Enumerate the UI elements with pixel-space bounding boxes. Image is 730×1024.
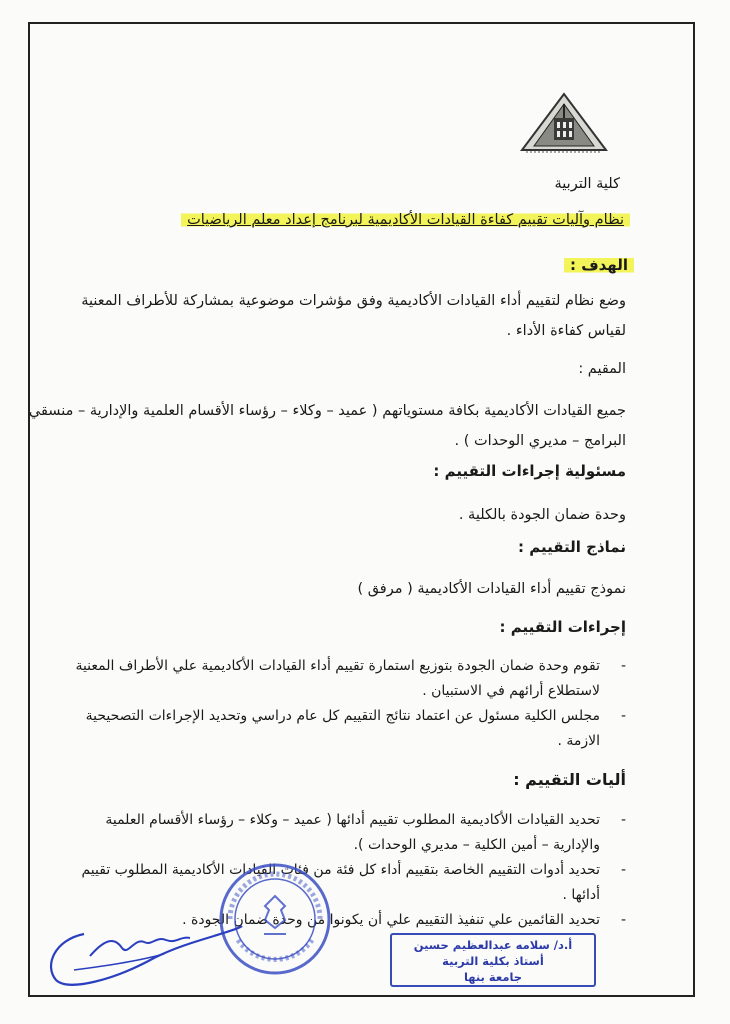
stamp-line-name: أ.د/ سلامه عبدالعظيم حسين xyxy=(413,938,573,952)
procedures-list xyxy=(56,654,626,754)
goal-text: وضع نظام لتقييم أداء القيادات الأكاديمية وفق مؤشرات موضوعية بمشاركة للأطراف المعنية لقياس كفاءة الأداء . xyxy=(81,293,626,339)
document-title-text: نظام وآليات تقييم كفاءة القيادات الأكاديمية لبرنامج إعداد معلم الرياضيات xyxy=(181,212,630,228)
college-name: كلية التربية xyxy=(554,176,620,192)
responsibility-text: وحدة ضمان الجودة بالكلية . xyxy=(458,507,626,523)
name-stamp xyxy=(390,933,596,987)
evaluated-heading: المقيم : xyxy=(578,361,626,377)
evaluated-text: جميع القيادات الأكاديمية بكافة مستوياتهم ( عميد – وكلاء – رؤساء الأقسام العلمية والإدارية – منسقي البرامج – مديري الوحدات ) . xyxy=(28,403,626,449)
models-heading: نماذج التقييم : xyxy=(518,538,626,556)
list-item: - تحديد القيادات الأكاديمية المطلوب تقييم أدائها ( عميد – وكلاء – رؤساء الأقسام العلمية والإدارية – أمين الكلية – مديري الوحدات ). xyxy=(56,808,626,858)
models-text: نموذج تقييم أداء القيادات الأكاديمية ( مرفق ) xyxy=(357,581,626,597)
goal-heading xyxy=(564,256,634,274)
stamp-line-university: جامعة بنها xyxy=(463,970,523,984)
stamp-line-title: أستاذ بكلية التربية xyxy=(442,954,544,968)
procedures-heading: إجراءات التقييم : xyxy=(499,618,626,636)
list-item: - تقوم وحدة ضمان الجودة بتوزيع استمارة تقييم أداء القيادات الأكاديمية علي الأطراف المعنية لاستطلاع أرائهم في الاستبيان . xyxy=(56,654,626,704)
list-item: - تحديد القائمين علي تنفيذ التقييم علي أن يكونوا من وحدة ضمان الجودة . xyxy=(56,908,626,933)
signature-icon xyxy=(44,896,244,996)
goal-heading-text: الهدف : xyxy=(564,256,634,274)
list-item: - تحديد أدوات التقييم الخاصة بتقييم أداء كل فئة من فئات القيادات الأكاديمية المطلوب تقييم أدائها . xyxy=(56,858,626,908)
document-title xyxy=(181,212,630,228)
list-item: - مجلس الكلية مسئول عن اعتماد نتائج التقييم كل عام دراسي وتحديد الإجراءات التصحيحية الازمة . xyxy=(56,704,626,754)
mechanisms-heading: أليات التقييم : xyxy=(513,770,626,789)
university-logo-icon xyxy=(518,92,610,154)
responsibility-heading: مسئولية إجراءات التقييم : xyxy=(433,462,626,480)
